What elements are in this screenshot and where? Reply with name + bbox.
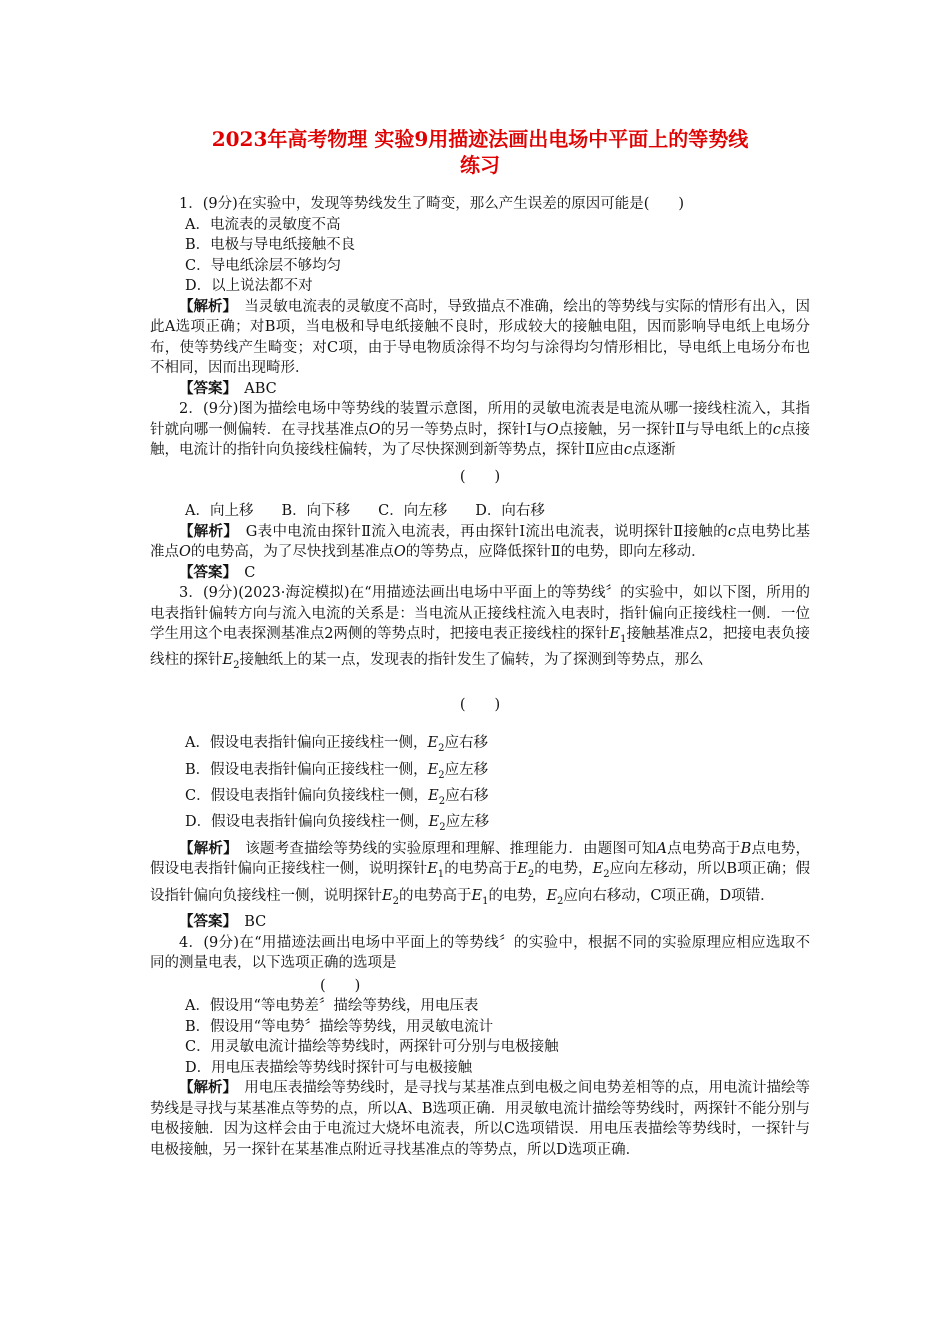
option-text: A．假设电表指针偏向正接线柱一侧， [185, 735, 428, 752]
probe-e: E [546, 887, 558, 904]
analysis-label: 【解析】 [179, 522, 231, 540]
analysis-part: 应向右移动，C项正确，D项错． [563, 887, 775, 904]
question-3-analysis [150, 839, 810, 912]
analysis-part: 该题考查描绘等势线的实验原理和理解、推理能力．由题图可知 [245, 840, 657, 857]
answer-label: 【答案】 [179, 913, 230, 931]
question-3-option-d [150, 812, 810, 838]
question-4-analysis [150, 1078, 810, 1160]
subscript: 2 [527, 869, 535, 881]
question-2-option-b: B．向下移 [281, 503, 351, 519]
option-text: 应右移 [444, 735, 488, 752]
subscript: 1 [482, 895, 489, 907]
subscript: 2 [438, 795, 446, 807]
title-line-2: 练习 [460, 153, 500, 177]
point-a: A [656, 840, 667, 857]
question-1-option-d: D．以上说法都不对 [185, 278, 313, 294]
analysis-part: 应向左移动，所以B项正确；假设指针偏向负接线柱一侧，说明探针 [150, 861, 811, 904]
stem-part: 接触基准点2，把接电表负接线柱的探针 [150, 626, 810, 669]
analysis-part: 的等势点，应降低探针Ⅱ的电势，即向左移动． [405, 544, 706, 560]
option-text: 应左移 [444, 761, 489, 778]
subscript: 1 [437, 869, 445, 881]
question-2-option-d: D．向右移 [475, 503, 545, 519]
question-4-stem: 4．(9分)在“用描迹法画出电场中平面上的等势线〞的实验中，根据不同的实验原理应相应选取不同的测量电表，以下选项正确的选项是 [150, 934, 810, 972]
answer-text: C [244, 564, 256, 581]
analysis-part: 的电势， [534, 861, 593, 878]
analysis-text: 用电压表描绘等势线时，是寻找与某基准点到电极之间电势差相等的点，用电流计描绘等势线是寻找与某基准点等势的点，所以A、B选项正确．用灵敏电流计描绘等势线时，两探针不能分别与电极接触．因为这样会由于电流过大烧坏电流表，所以C选项错误．用电压表描绘等势线时，一探针与电极接触，另一探针在某基准点附近寻找基准点的等势点，所以D选项正确． [150, 1080, 811, 1158]
option-text: 应左移 [445, 814, 490, 831]
question-3-option-c [150, 786, 810, 812]
question-4-option-b: B．假设用“等电势〞描绘等势线，用灵敏电流计 [185, 1018, 494, 1035]
document-title [150, 126, 810, 178]
analysis-text: 当灵敏电流表的灵敏度不高时，导致描点不准确，绘出的等势线与实际的情形有出入，因此A选项正确；对B项，当电极和导电纸接触不良时，形成较大的接触电阻，因而影响导电纸上电场分布，使等势线产生畸变；对C项，由于导电物质涂得不均匀与涂得均匀情形相比，导电纸上电场分布也不相同，因而出现畸形． [150, 298, 811, 376]
analysis-part: 点电势高于 [666, 840, 741, 857]
subscript: 2 [233, 660, 240, 672]
question-1-analysis [150, 297, 810, 379]
answer-label: 【答案】 [179, 379, 230, 397]
subscript: 2 [603, 869, 610, 881]
question-1-option-c: C．导电纸涂层不够均匀 [185, 257, 342, 274]
question-4-paren: ( ) [320, 977, 361, 994]
question-1-stem: 1．(9分)在实验中，发现等势线发生了畸变，那么产生误差的原因可能是( ) [179, 196, 685, 212]
analysis-part: 的电势高，为了尽快找到基准点 [190, 544, 394, 560]
document-page [150, 126, 810, 1160]
question-1-option-b: B．电极与导电纸接触不良 [185, 237, 356, 253]
probe-e: E [428, 814, 440, 831]
question-1-option-a: A．电流表的灵敏度不高 [185, 216, 341, 233]
answer-label: 【答案】 [179, 563, 230, 581]
analysis-label: 【解析】 [179, 1079, 230, 1097]
question-4 [150, 933, 810, 1161]
subscript: 2 [392, 895, 399, 907]
analysis-label: 【解析】 [179, 839, 231, 857]
question-2-option-a: A．向上移 [185, 503, 254, 519]
subscript: 2 [439, 822, 446, 834]
question-3-answer [150, 912, 810, 933]
point-c: c [727, 523, 737, 540]
subscript: 1 [620, 633, 627, 645]
question-3-option-a [150, 733, 810, 759]
stem-part: 点接触，电流计的指针向负接线柱偏转，为了尽快探测到新等势点，探针Ⅱ应由 [150, 421, 810, 458]
question-2-analysis [150, 522, 810, 563]
point-o: O [393, 544, 406, 560]
analysis-part: G表中电流由探针Ⅱ流入电流表，再由探针Ⅰ流出电流表，说明探针Ⅱ接触的 [245, 523, 728, 540]
question-3-paren: ( ) [459, 696, 501, 713]
stem-part: 点接触，另一探针Ⅱ与导电纸上的 [558, 421, 773, 438]
stem-part: 3．(9分)(2023·海淀模拟)在“用描迹法画出电场中平面上的等势线〞的实验中，如以下图，所用的电表指针偏转方向与流入电流的关系是：当电流从正接线柱流入电表时，指针偏向正接线柱一侧．一位学生用这个电表探测基准点2两侧的等势点时，把接电表正接线柱的探针 [150, 585, 810, 642]
question-4-option-a: A．假设用“等电势差〞描绘等势线，用电压表 [185, 998, 479, 1015]
subscript: 2 [438, 769, 445, 781]
point-c: c [623, 442, 632, 458]
analysis-label: 【解析】 [179, 297, 230, 315]
probe-e: E [222, 652, 234, 669]
question-3 [150, 583, 810, 933]
subscript: 2 [557, 895, 564, 907]
question-2-answer [150, 563, 810, 584]
question-1 [150, 194, 810, 399]
answer-text: ABC [244, 380, 277, 397]
stem-part: 点逐渐 [631, 442, 676, 458]
question-4-option-d: D．用电压表描绘等势线时探针可与电极接触 [185, 1059, 473, 1076]
analysis-part: 点电势，假设电表指针偏向正接线柱一侧，说明探针 [150, 840, 811, 878]
question-2-stem [150, 399, 810, 461]
option-text: D．假设电表指针偏向负接线柱一侧， [185, 814, 429, 831]
point-o: O [179, 544, 191, 560]
analysis-part: 的电势高于 [398, 887, 472, 904]
probe-e: E [517, 861, 528, 878]
option-text: B．假设电表指针偏向正接线柱一侧， [185, 761, 428, 778]
probe-e: E [609, 626, 621, 642]
probe-e: E [592, 861, 604, 878]
question-2 [150, 399, 810, 583]
question-3-option-b [150, 760, 810, 786]
question-2-option-c: C．向左移 [378, 503, 448, 519]
question-4-option-c: C．用灵敏电流计描绘等势线时，两探针可分别与电极接触 [185, 1039, 559, 1056]
probe-e: E [427, 735, 439, 752]
stem-part: 的另一等势点时，探针Ⅰ与 [380, 421, 547, 438]
stem-part: 2．(9分)图为描绘电场中等势线的装置示意图，所用的灵敏电流表是电流从哪一接线柱流入，其指针就向哪一侧偏转．在寻找基准点 [150, 401, 810, 438]
point-o: O [546, 421, 559, 438]
subscript: 2 [438, 743, 445, 755]
probe-e: E [427, 861, 438, 878]
option-text: C．假设电表指针偏向负接线柱一侧， [185, 788, 429, 805]
point-c: c [772, 421, 781, 438]
probe-e: E [471, 887, 483, 904]
question-2-paren: ( ) [459, 468, 501, 485]
analysis-part: 的电势高于 [444, 861, 518, 878]
point-o: O [368, 421, 381, 438]
title-line-1: 2023年高考物理 实验9用描迹法画出电场中平面上的等势线 [211, 127, 749, 151]
stem-part: 接触纸上的某一点，发现表的指针发生了偏转，为了探测到等势点，那么 [239, 652, 704, 669]
analysis-part: 的电势， [488, 887, 547, 904]
probe-e: E [382, 887, 393, 904]
probe-e: E [427, 761, 439, 778]
question-3-stem [150, 583, 810, 677]
answer-text: BC [244, 914, 267, 931]
analysis-part: 点电势比基准点 [150, 523, 811, 560]
question-2-options [150, 501, 810, 522]
probe-e: E [428, 788, 439, 805]
question-1-answer [150, 379, 810, 400]
option-text: 应右移 [445, 788, 489, 805]
point-b: B [740, 840, 752, 857]
